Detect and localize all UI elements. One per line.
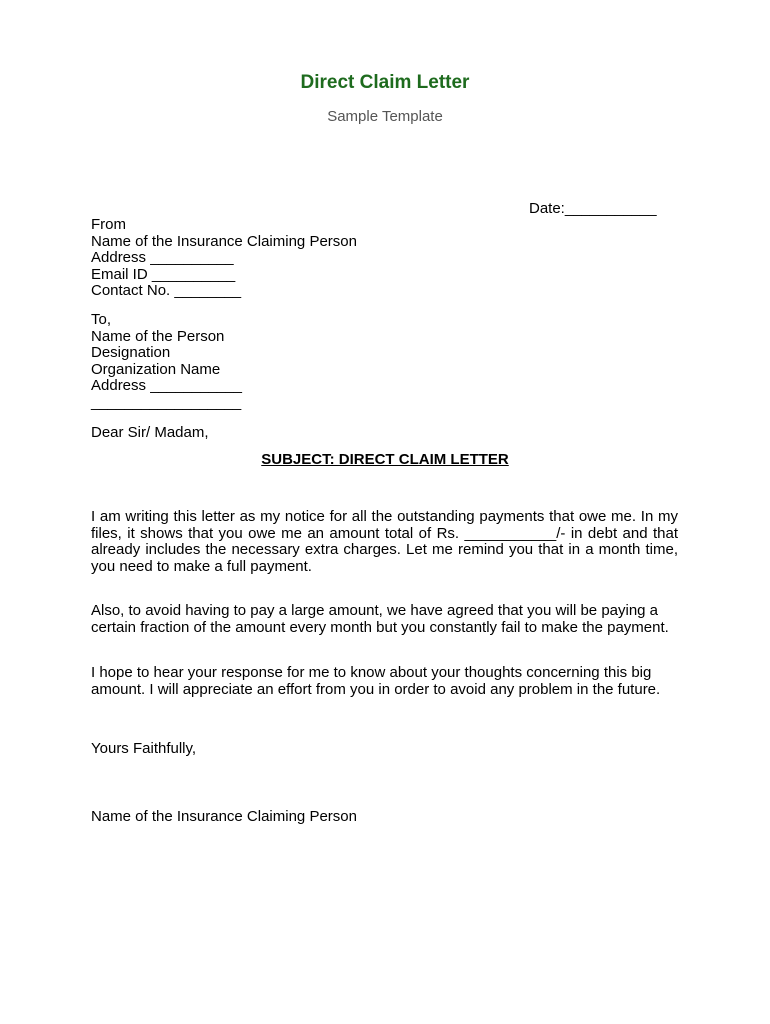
document-subtitle: Sample Template [327,108,443,125]
recipient-address: Address ___________ [91,377,242,394]
signer-name: Name of the Insurance Claiming Person [91,808,357,825]
recipient-address-line2: __________________ [91,393,242,411]
body-paragraph-1: I am writing this letter as my notice for all the outstanding payments that owe me. In my files, it shows that you owe me an amount total of Rs. ___________/- in debt and that already includes the necessary extra charges. Let me remind you that in a month time, you need to make a full payment. [91,508,678,575]
to-heading: To, [91,311,112,328]
sender-name: Name of the Insurance Claiming Person [91,232,357,250]
sender-address: Address __________ [91,249,234,266]
closing-line: Yours Faithfully, [91,740,197,757]
recipient-designation: Designation [91,344,171,361]
sender-contact: Contact No. ________ [91,282,242,299]
sender-email: Email ID __________ [91,265,236,283]
sender-block [91,217,357,300]
date-line: Date:___________ [529,200,657,217]
subject-line: SUBJECT: DIRECT CLAIM LETTER [261,451,509,468]
recipient-name: Name of the Person [91,327,225,345]
body-paragraph-2: Also, to avoid having to pay a large amount, we have agreed that you will be paying a certain fraction of the amount every month but you constantly fail to make the payment. [91,602,669,636]
document-title: Direct Claim Letter [300,72,470,93]
body-paragraph-3: I hope to hear your response for me to know about your thoughts concerning this big amount. I will appreciate an effort from you in order to avoid any problem in the future. [91,664,661,698]
from-heading: From [91,216,126,233]
recipient-block [91,312,242,411]
salutation: Dear Sir/ Madam, [91,424,209,441]
recipient-organization: Organization Name [91,360,221,378]
